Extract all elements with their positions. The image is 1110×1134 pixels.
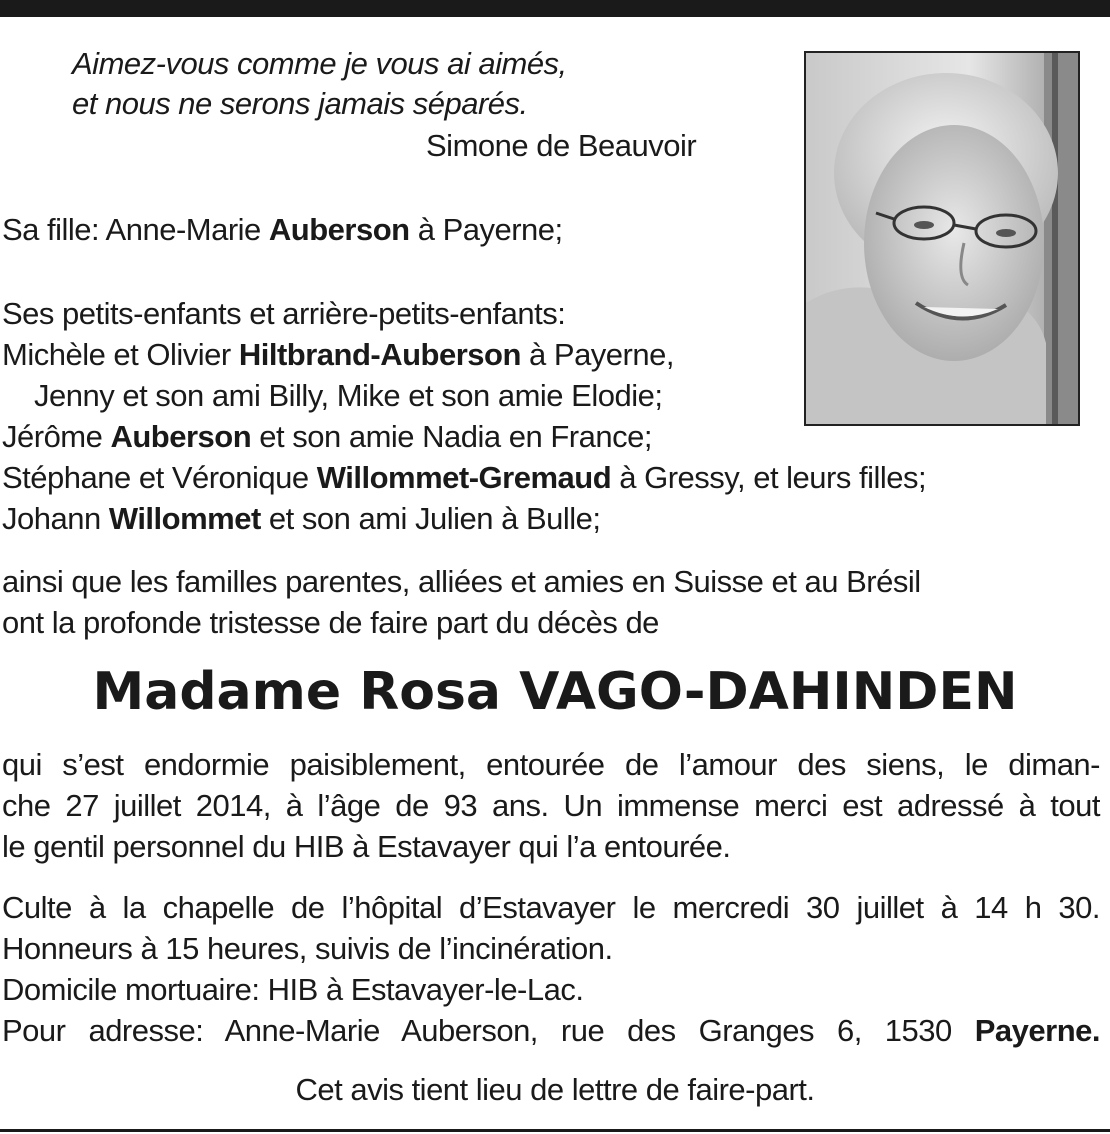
family-line-2: Jenny et son ami Billy, Mike et son amie Elodie;: [34, 378, 663, 413]
daughter-line: Sa fille: Anne-Marie Auberson à Payerne;: [2, 212, 563, 247]
service-line-1: Culte à la chapelle de l’hôpital d’Estavayer le mercredi 30 juillet à 14 h 30.: [2, 890, 1100, 925]
service-line-2: Honneurs à 15 heures, suivis de l’incinération.: [2, 931, 613, 966]
portrait-icon: [806, 53, 1078, 424]
footer-note: Cet avis tient lieu de lettre de faire-part.: [295, 1072, 815, 1107]
bottom-rule: [0, 1129, 1110, 1132]
death-line-3: le gentil personnel du HIB à Estavayer qui l’a entourée.: [2, 829, 731, 864]
family-line-4: Stéphane et Véronique Willommet-Gremaud à Gressy, et leurs filles;: [2, 460, 927, 495]
death-line-2: che 27 juillet 2014, à l’âge de 93 ans. Un immense merci est adressé à tout: [2, 788, 1100, 823]
surname: Auberson: [268, 212, 410, 247]
quote-author: Simone de Beauvoir: [426, 128, 697, 163]
deceased-name: Madame Rosa VAGO-DAHINDEN: [92, 662, 1018, 722]
surname: Willommet-Gremaud: [316, 460, 612, 495]
surname: Auberson: [110, 419, 252, 454]
service-line-4: Pour adresse: Anne-Marie Auberson, rue des Granges 6, 1530 Payerne.: [2, 1013, 1100, 1048]
death-line-1: qui s’est endormie paisiblement, entourée de l’amour des siens, le diman-: [2, 747, 1100, 782]
family-line-1: Michèle et Olivier Hiltbrand-Auberson à Payerne,: [2, 337, 674, 372]
portrait-photo: [804, 51, 1080, 426]
family-line-3: Jérôme Auberson et son amie Nadia en France;: [2, 419, 652, 454]
city: Payerne.: [974, 1013, 1100, 1048]
quote-line-1: Aimez-vous comme je vous ai aimés,: [72, 46, 567, 81]
surname: Willommet: [108, 501, 261, 536]
quote-line-2: et nous ne serons jamais séparés.: [72, 86, 528, 121]
family-heading: Ses petits-enfants et arrière-petits-enfants:: [2, 296, 566, 331]
top-rule: [0, 0, 1110, 17]
surname: Hiltbrand-Auberson: [238, 337, 521, 372]
announce-line-1: ainsi que les familles parentes, alliées et amies en Suisse et au Brésil: [2, 564, 921, 599]
announce-line-2: ont la profonde tristesse de faire part du décès de: [2, 605, 659, 640]
family-line-5: Johann Willommet et son ami Julien à Bulle;: [2, 501, 601, 536]
service-line-3: Domicile mortuaire: HIB à Estavayer-le-Lac.: [2, 972, 584, 1007]
